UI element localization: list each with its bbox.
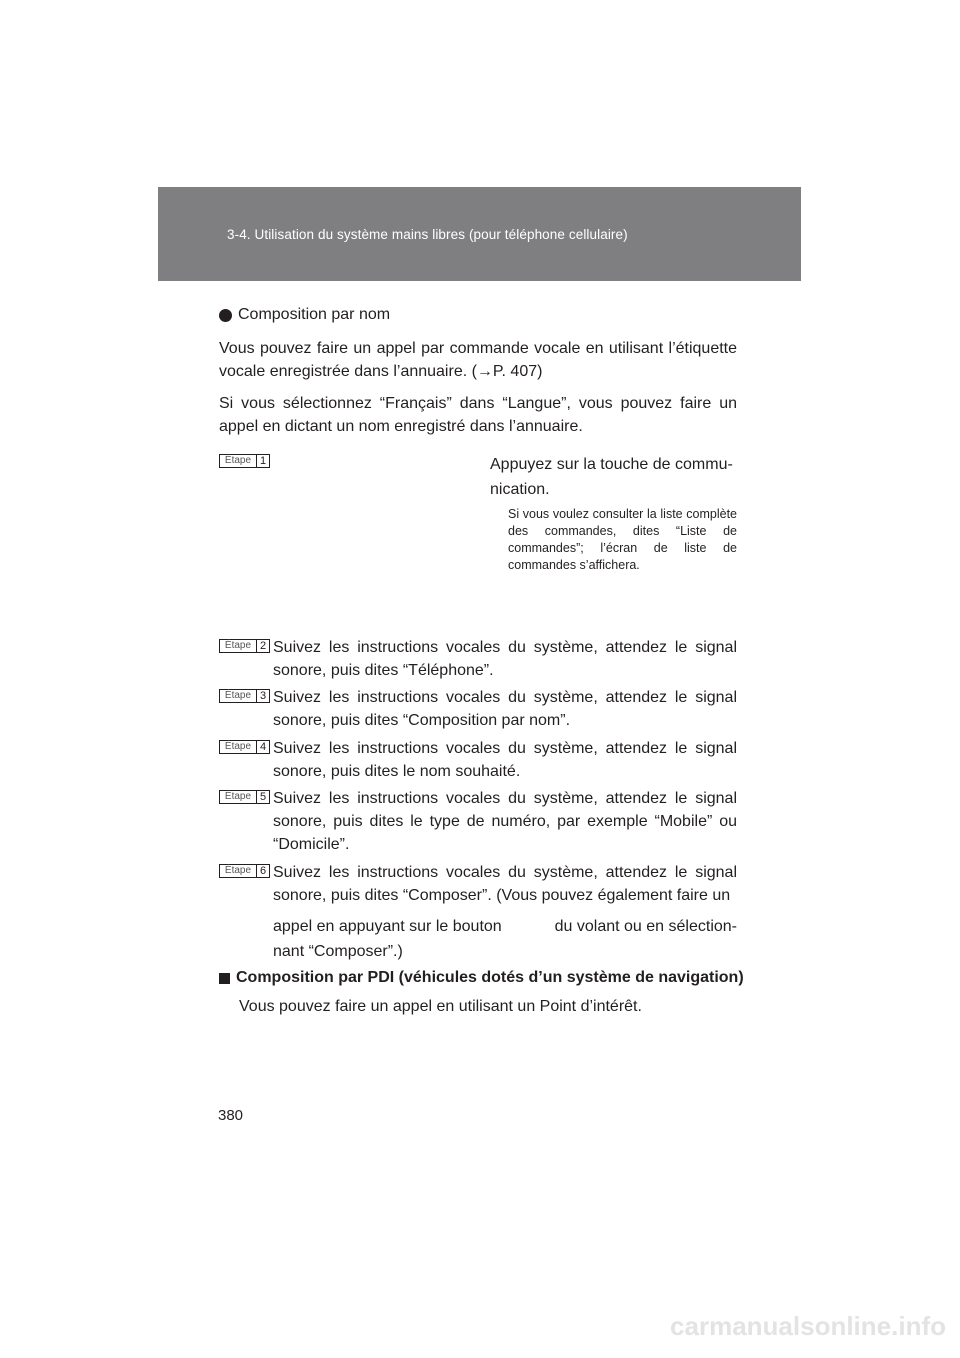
- section-header-bar: [158, 187, 801, 281]
- etape-number: 6: [259, 865, 267, 877]
- composition-par-nom-heading: [219, 306, 390, 324]
- step-6-continuation: [273, 914, 737, 964]
- etape-label: Étape: [220, 690, 257, 702]
- step-4-text: Suivez les instructions vocales du système, attendez le signal sonore, puis dites le nom souhaité.: [273, 740, 737, 780]
- etape-label: Étape: [220, 741, 257, 753]
- step-6-cont-b: du volant ou en sélection-nant “Composer”.): [273, 918, 738, 960]
- etape-badge-5: [219, 790, 270, 804]
- etape-number: 1: [259, 455, 267, 467]
- etape-badge-6: [219, 864, 270, 878]
- etape-label: Étape: [220, 865, 257, 877]
- step-2-text: Suivez les instructions vocales du système, attendez le signal sonore, puis dites “Téléphone”.: [273, 639, 737, 679]
- composition-pdi-heading: [219, 969, 744, 987]
- step-6-cont-a: appel en appuyant sur le bouton: [273, 918, 502, 935]
- etape-badge-3: [219, 689, 270, 703]
- intro-paragraph-2: Si vous sélectionnez “Français” dans “Langue”, vous pouvez faire un appel en dictant un nom enregistré dans l’annuaire.: [219, 395, 737, 435]
- etape-badge-1: [219, 454, 270, 468]
- etape-number: 3: [259, 690, 267, 702]
- watermark-logo: [0, 1280, 960, 1358]
- intro-paragraph-1: Vous pouvez faire un appel par commande vocale en utilisant l’étiquette vocale enregistrée dans l’annuaire. (→P. 407): [219, 340, 737, 380]
- etape-number: 4: [259, 741, 267, 753]
- step-5-text: Suivez les instructions vocales du système, attendez le signal sonore, puis dites le type de numéro, par exemple “Mobile” ou “Domicile”.: [273, 790, 737, 853]
- bullet-dot-icon: [219, 309, 232, 322]
- step-6-text: Suivez les instructions vocales du système, attendez le signal sonore, puis dites “Composer”. (Vous pouvez également faire un: [273, 864, 737, 904]
- section-title: 3-4. Utilisation du système mains libres (pour téléphone cellulaire): [227, 227, 628, 242]
- square-bullet-icon: [219, 973, 230, 984]
- etape-number: 5: [259, 791, 267, 803]
- watermark-text: carmanualsonline.info: [670, 1311, 946, 1341]
- step-1-note: Si vous voulez consulter la liste complète des commandes, dites “Liste de commandes”; l’écran de liste de commandes s’affichera.: [508, 507, 737, 572]
- step-3-text: Suivez les instructions vocales du système, attendez le signal sonore, puis dites “Composition par nom”.: [273, 689, 737, 729]
- etape-label: Étape: [220, 791, 257, 803]
- heading-text: Composition par nom: [238, 306, 391, 323]
- step-1-text: Appuyez sur la touche de commu-nication.: [490, 456, 733, 498]
- etape-label: Étape: [220, 640, 257, 652]
- etape-badge-4: [219, 740, 270, 754]
- etape-badge-2: [219, 639, 270, 653]
- section-body-text: Vous pouvez faire un appel en utilisant un Point d’intérêt.: [239, 998, 642, 1015]
- section-heading-text: Composition par PDI (véhicules dotés d’un système de navigation): [236, 969, 744, 986]
- page-number: 380: [218, 1107, 244, 1124]
- etape-label: Étape: [220, 455, 257, 467]
- etape-number: 2: [259, 640, 267, 652]
